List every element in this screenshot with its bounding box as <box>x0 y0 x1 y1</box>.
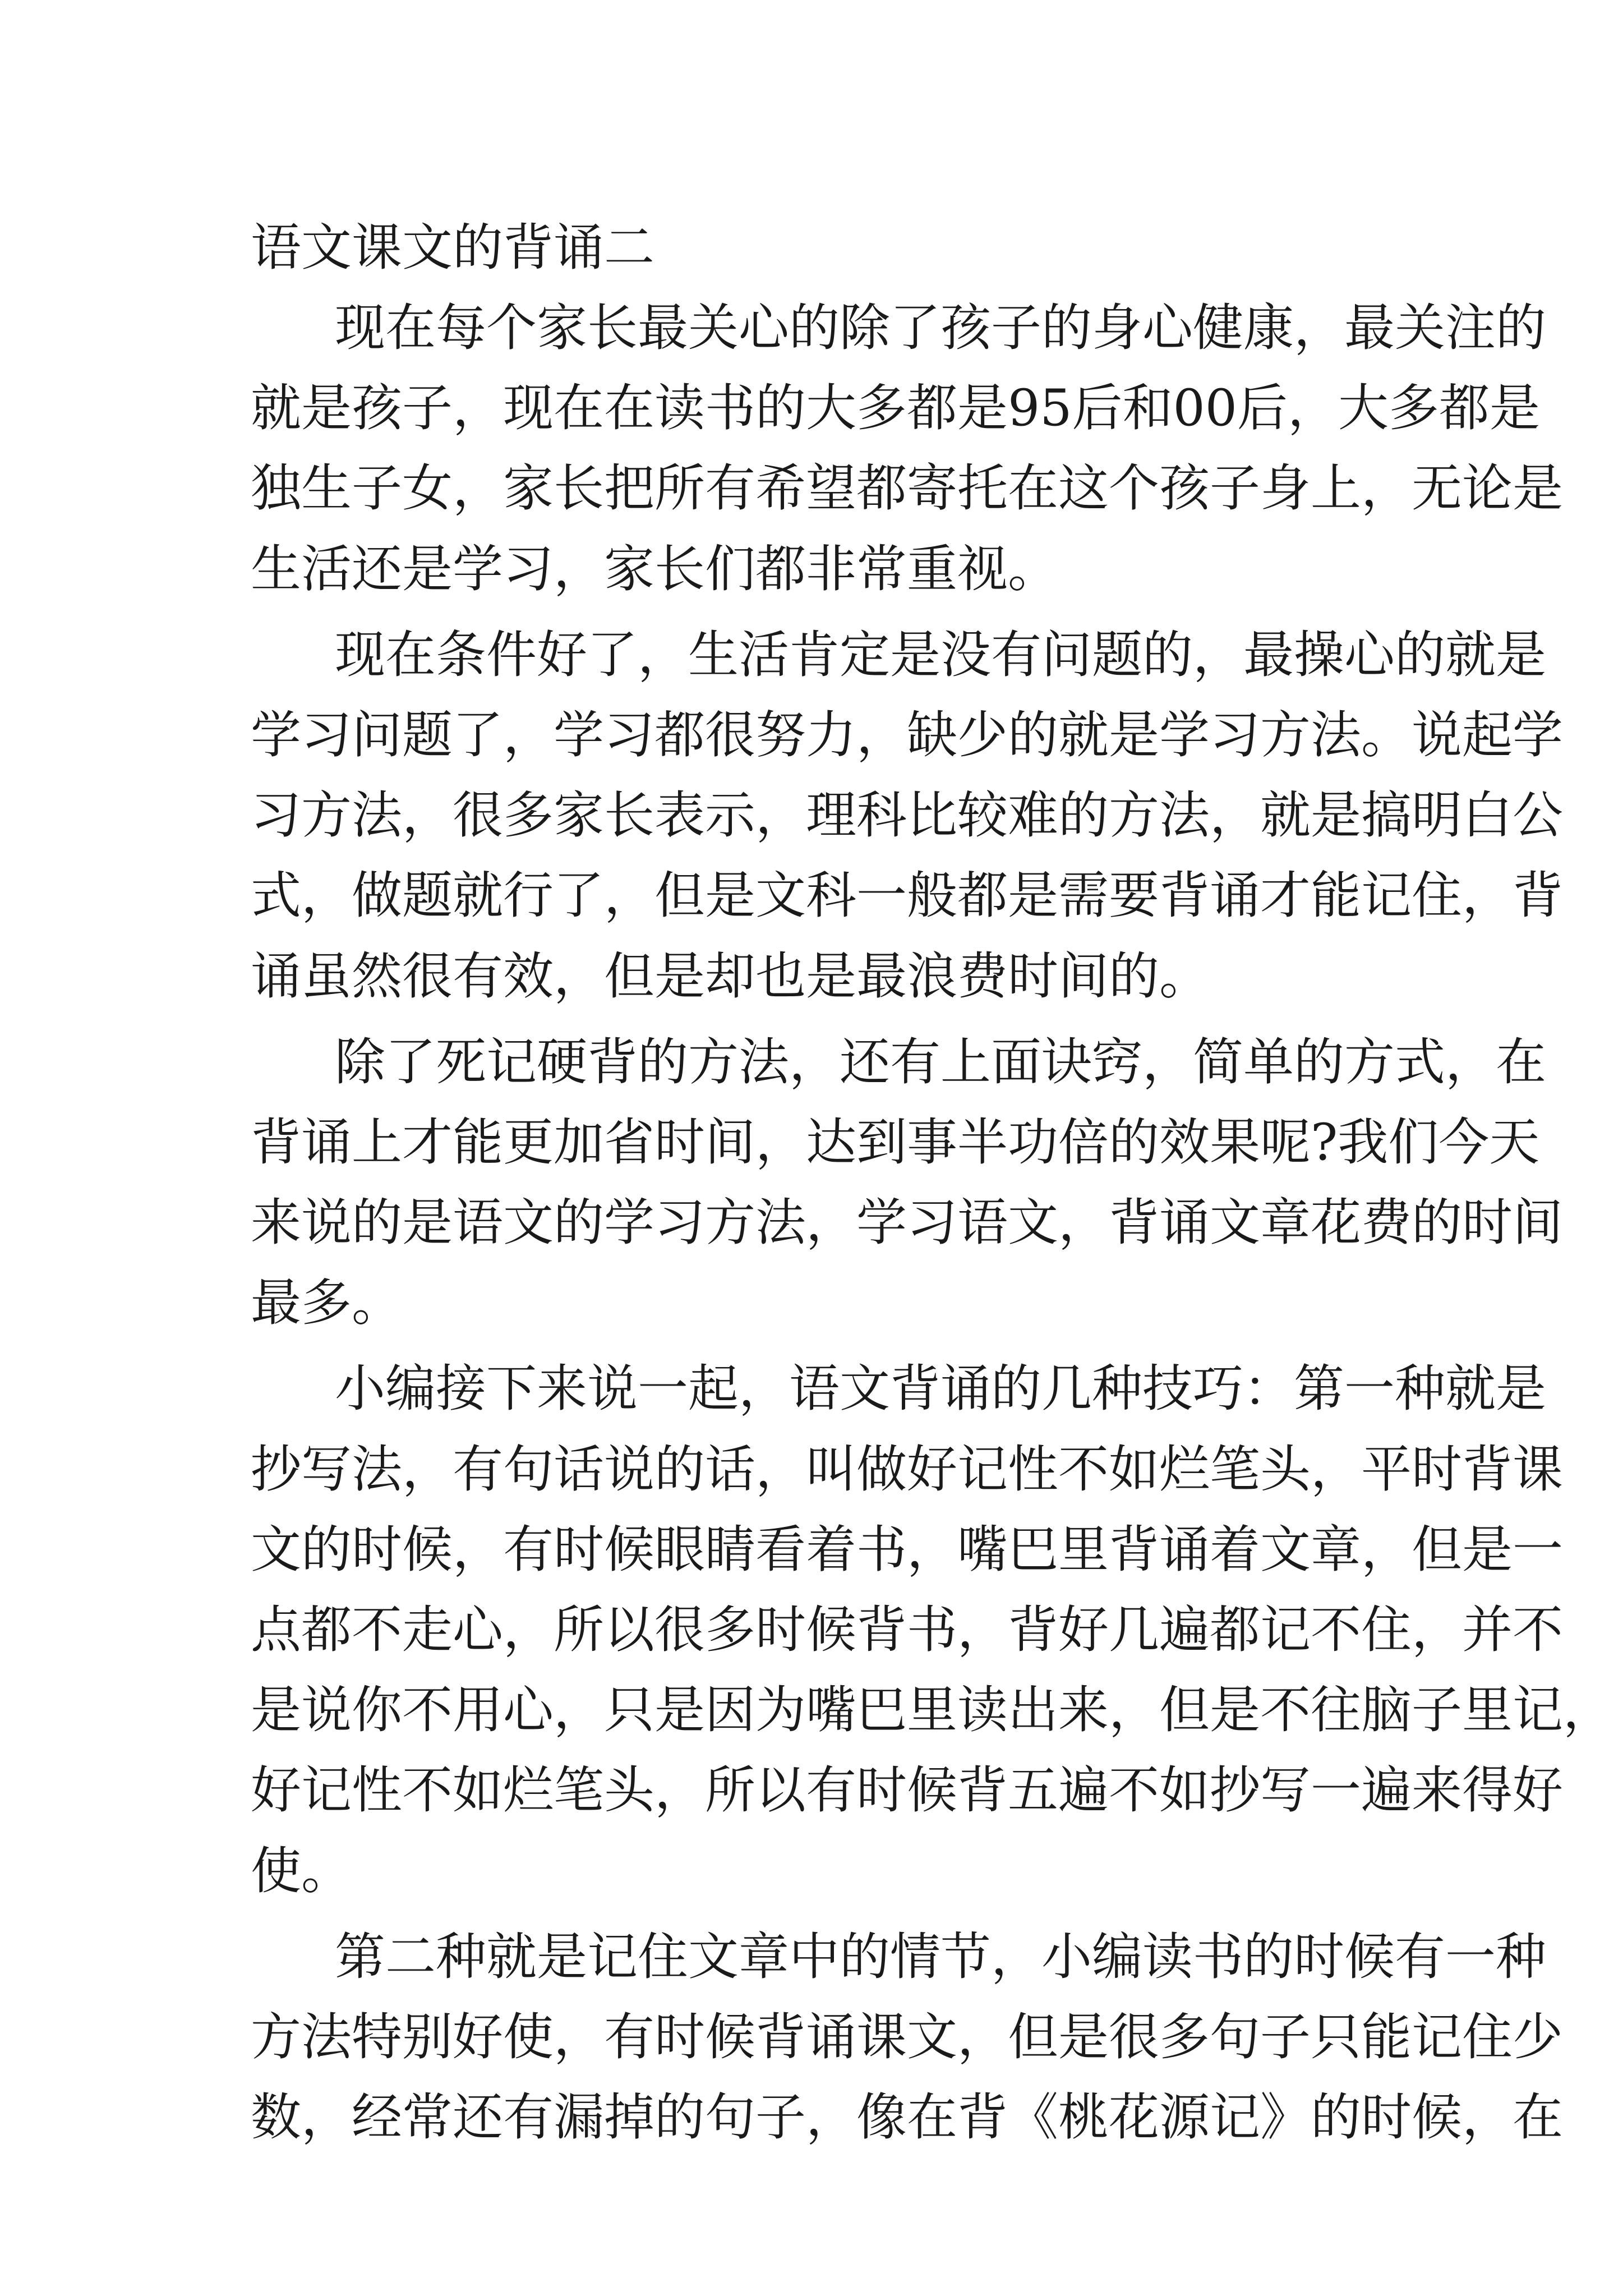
paragraph-line: 独生子女，家长把所有希望都寄托在这个孩子身上，无论是 <box>251 459 1563 518</box>
paragraph-line: 背诵上才能更加省时间，达到事半功倍的效果呢?我们今天 <box>251 1112 1540 1172</box>
document-body <box>251 288 1613 2163</box>
paragraph-line: 好记性不如烂笔头，所以有时候背五遍不如抄写一遍来得好 <box>251 1761 1563 1820</box>
paragraph-1 <box>251 288 1563 609</box>
paragraph-line: 抄写法，有句话说的话，叫做好记性不如烂笔头，平时背课 <box>251 1439 1563 1499</box>
paragraph-line: 使。 <box>251 1841 352 1901</box>
paragraph-line: 文的时候，有时候眼睛看着书，嘴巴里背诵着文章，但是一 <box>251 1520 1563 1579</box>
paragraph-line: 现在条件好了，生活肯定是没有问题的，最操心的就是 <box>335 625 1546 684</box>
paragraph-2 <box>251 615 1563 1016</box>
paragraph-line: 除了死记硬背的方法，还有上面诀窍，简单的方式，在 <box>335 1032 1546 1092</box>
paragraph-line: 习方法，很多家长表示，理科比较难的方法，就是搞明白公 <box>251 786 1563 845</box>
paragraph-4 <box>251 1349 1613 1911</box>
document-title: 语文课文的背诵二 <box>251 218 654 277</box>
paragraph-line: 现在每个家长最关心的除了孩子的身心健康，最关注的 <box>335 298 1546 357</box>
paragraph-line: 诵虽然很有效，但是却也是最浪费时间的。 <box>251 946 1210 1006</box>
paragraph-line: 就是孩子，现在在读书的大多都是95后和00后，大多都是 <box>251 379 1541 438</box>
paragraph-line: 点都不走心，所以很多时候背书，背好几遍都记不住，并不 <box>251 1600 1563 1659</box>
paragraph-line: 是说你不用心，只是因为嘴巴里读出来，但是不往脑子里记， <box>251 1681 1613 1740</box>
paragraph-line: 最多。 <box>251 1273 402 1333</box>
paragraph-line: 生活还是学习，家长们都非常重视。 <box>251 539 1058 599</box>
paragraph-line: 式，做题就行了，但是文科一般都是需要背诵才能记住，背 <box>251 866 1563 926</box>
paragraph-5 <box>251 1917 1563 2158</box>
paragraph-3 <box>251 1022 1563 1343</box>
paragraph-line: 学习问题了，学习都很努力，缺少的就是学习方法。说起学 <box>251 705 1563 765</box>
paragraph-line: 方法特别好使，有时候背诵课文，但是很多句子只能记住少 <box>251 2007 1563 2067</box>
paragraph-line: 小编接下来说一起，语文背诵的几种技巧：第一种就是 <box>335 1359 1546 1419</box>
paragraph-line: 来说的是语文的学习方法，学习语文，背诵文章花费的时间 <box>251 1193 1563 1253</box>
paragraph-line: 第二种就是记住文章中的情节，小编读书的时候有一种 <box>335 1927 1546 1986</box>
paragraph-line: 数，经常还有漏掉的句子，像在背《桃花源记》的时候，在 <box>251 2088 1563 2147</box>
